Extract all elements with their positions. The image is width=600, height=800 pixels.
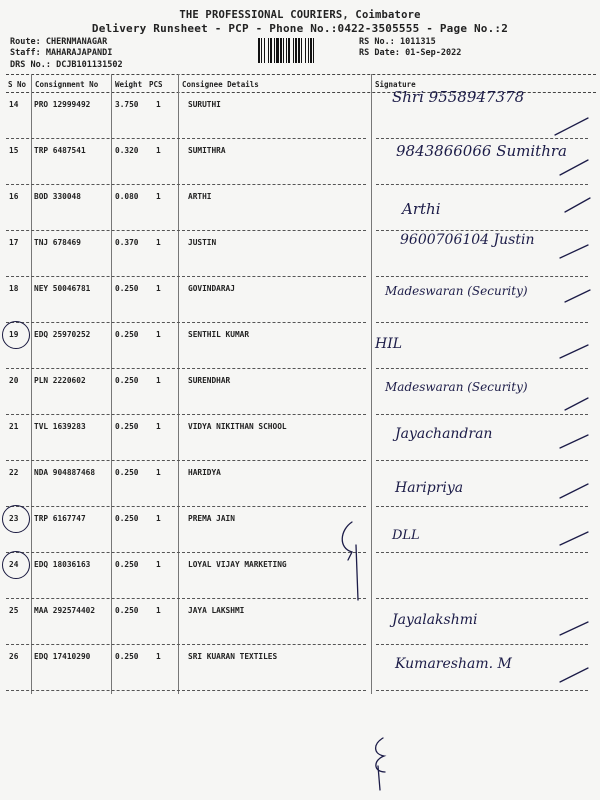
cell-weight: 3.750	[115, 100, 139, 109]
cell-consignee: SRI KUARAN TEXTILES	[188, 652, 278, 661]
ink-stroke	[376, 738, 385, 790]
signature-divider	[376, 506, 588, 507]
recipient-signature: Arthi	[402, 200, 441, 218]
cell-consignment: PRO 12999492	[34, 100, 91, 109]
barcode-bar	[268, 38, 269, 63]
cell-weight: 0.250	[115, 560, 139, 569]
barcode-bar	[264, 38, 265, 63]
signature-divider	[376, 276, 588, 277]
cell-consignment: NDA 904887468	[34, 468, 96, 477]
cell-pcs: 1	[156, 192, 161, 201]
cell-pcs: 1	[156, 652, 161, 661]
cell-sno: 21	[9, 422, 19, 431]
cell-weight: 0.250	[115, 652, 139, 661]
rs-date-label: RS Date:	[359, 48, 400, 58]
recipient-signature: Haripriya	[395, 480, 464, 496]
staff-value: MAHARAJAPANDI	[45, 48, 113, 58]
route-label: Route:	[10, 37, 41, 47]
cell-pcs: 1	[156, 330, 161, 339]
cell-pcs: 1	[156, 284, 161, 293]
rs-no-field	[359, 37, 436, 47]
cell-weight: 0.370	[115, 238, 139, 247]
cell-consignee: VIDYA NIKITHAN SCHOOL	[188, 422, 287, 431]
cell-consignee: JUSTIN	[188, 238, 217, 247]
barcode-bar	[293, 38, 294, 63]
cell-pcs: 1	[156, 100, 161, 109]
cell-sno: 20	[9, 376, 19, 385]
staff-label: Staff:	[10, 48, 41, 58]
table-row	[0, 468, 600, 514]
cell-consignment: EDQ 17410290	[34, 652, 91, 661]
drs-field	[10, 60, 123, 70]
signature-divider	[376, 644, 588, 645]
barcode-bar	[258, 38, 260, 63]
cell-weight: 0.250	[115, 330, 139, 339]
cell-sno: 22	[9, 468, 19, 477]
signature-divider	[376, 138, 588, 139]
row-divider	[6, 138, 366, 139]
circled-mark	[2, 551, 30, 579]
cell-consignee: JAYA LAKSHMI	[188, 606, 245, 615]
recipient-signature: Madeswaran (Security)	[385, 284, 528, 298]
col-header-signature: Signature	[375, 80, 416, 89]
row-divider	[6, 368, 366, 369]
cell-sno: 16	[9, 192, 19, 201]
row-divider	[6, 506, 366, 507]
rs-date-value: 01-Sep-2022	[405, 48, 462, 58]
recipient-signature: Kumaresham. M	[395, 656, 512, 672]
signature-divider	[376, 690, 588, 691]
cell-weight: 0.250	[115, 514, 139, 523]
route-field	[10, 37, 107, 47]
signature-divider	[376, 460, 588, 461]
barcode-bar	[310, 38, 312, 63]
cell-pcs: 1	[156, 146, 161, 155]
col-header-weight: Weight	[115, 80, 143, 89]
table-row	[0, 330, 600, 376]
recipient-signature: 9600706104 Justin	[400, 232, 535, 248]
cell-consignee: HARIDYA	[188, 468, 221, 477]
cell-weight: 0.250	[115, 422, 139, 431]
row-divider	[6, 460, 366, 461]
cell-weight: 0.320	[115, 146, 139, 155]
cell-pcs: 1	[156, 238, 161, 247]
cell-consignee: SURUTHI	[188, 100, 221, 109]
barcode	[258, 38, 353, 63]
cell-weight: 0.250	[115, 376, 139, 385]
cell-pcs: 1	[156, 376, 161, 385]
barcode-bar	[301, 38, 302, 63]
barcode-bar	[283, 38, 284, 63]
cell-sno: 19	[9, 330, 19, 339]
col-header-consignee: Consignee Details	[182, 80, 259, 89]
signature-divider	[376, 184, 588, 185]
cell-consignment: NEY 50046781	[34, 284, 91, 293]
table-row	[0, 652, 600, 698]
col-header-sno: S No	[8, 80, 27, 89]
rs-no-label: RS No.:	[359, 37, 395, 47]
cell-consignee: SUMITHRA	[188, 146, 226, 155]
rs-no-value: 1011315	[399, 37, 436, 47]
cell-pcs: 1	[156, 560, 161, 569]
signature-divider	[376, 322, 588, 323]
cell-consignment: TNJ 678469	[34, 238, 81, 247]
cell-consignment: MAA 292574402	[34, 606, 96, 615]
recipient-signature: DLL	[392, 528, 420, 543]
barcode-bar	[288, 38, 290, 63]
row-divider	[6, 322, 366, 323]
company-name: THE PROFESSIONAL COURIERS, Coimbatore	[179, 9, 421, 21]
recipient-signature: Shri 9558947378	[392, 88, 525, 106]
cell-sno: 14	[9, 100, 19, 109]
route-value: CHERNMANAGAR	[45, 37, 108, 47]
row-divider	[6, 414, 366, 415]
row-divider	[6, 644, 366, 645]
signature-divider	[376, 230, 588, 231]
barcode-bar	[295, 38, 297, 63]
recipient-signature: Jayachandran	[395, 426, 493, 442]
recipient-signature: Jayalakshmi	[392, 612, 478, 628]
row-divider	[6, 552, 366, 553]
cell-consignment: TRP 6167747	[34, 514, 86, 523]
cell-consignment: TRP 6487541	[34, 146, 86, 155]
cell-sno: 24	[9, 560, 19, 569]
header-top-rule	[6, 74, 596, 75]
cell-sno: 18	[9, 284, 19, 293]
recipient-signature: HIL	[375, 336, 403, 352]
row-divider	[6, 276, 366, 277]
cell-consignee: ARTHI	[188, 192, 212, 201]
cell-sno: 17	[9, 238, 19, 247]
col-header-pcs: PCS	[149, 80, 163, 89]
barcode-bar	[274, 38, 275, 63]
table-row	[0, 88, 600, 146]
cell-consignee: LOYAL VIJAY MARKETING	[188, 560, 287, 569]
row-divider	[6, 690, 366, 691]
barcode-bar	[270, 38, 272, 63]
table-row	[0, 142, 600, 192]
barcode-bar	[313, 38, 314, 63]
barcode-bar	[280, 38, 282, 63]
table-row	[0, 376, 600, 422]
barcode-bar	[305, 38, 306, 63]
cell-sno: 15	[9, 146, 19, 155]
cell-pcs: 1	[156, 468, 161, 477]
runsheet-subtitle: Delivery Runsheet - PCP - Phone No.:0422-3505555 - Page No.:2	[91, 22, 509, 35]
signature-divider	[376, 598, 588, 599]
drs-label: DRS No.:	[10, 60, 51, 70]
cell-consignment: EDQ 25970252	[34, 330, 91, 339]
rs-date-field	[359, 48, 461, 58]
cell-pcs: 1	[156, 606, 161, 615]
cell-consignee: SENTHIL KUMAR	[188, 330, 250, 339]
row-divider	[6, 184, 366, 185]
cell-weight: 0.250	[115, 606, 139, 615]
barcode-bar	[298, 38, 300, 63]
table-row	[0, 560, 600, 606]
col-header-consignment: Consignment No	[35, 80, 99, 89]
staff-field	[10, 48, 112, 58]
barcode-bar	[308, 38, 309, 63]
cell-consignee: PREMA JAIN	[188, 514, 235, 523]
signature-divider	[376, 414, 588, 415]
drs-value: DCJB101131502	[56, 60, 123, 70]
recipient-signature: 9843866066 Sumithra	[396, 142, 567, 160]
cell-pcs: 1	[156, 422, 161, 431]
circled-mark	[2, 321, 30, 349]
circled-mark	[2, 505, 30, 533]
cell-consignee: SURENDHAR	[188, 376, 231, 385]
cell-weight: 0.080	[115, 192, 139, 201]
cell-weight: 0.250	[115, 284, 139, 293]
barcode-bar	[261, 38, 262, 63]
barcode-bar	[276, 38, 279, 63]
recipient-signature: Madeswaran (Security)	[385, 380, 528, 394]
table-row	[0, 606, 600, 652]
cell-consignment: PLN 2220602	[34, 376, 86, 385]
cell-pcs: 1	[156, 514, 161, 523]
signature-divider	[376, 368, 588, 369]
row-divider	[6, 598, 366, 599]
cell-consignee: GOVINDARAJ	[188, 284, 235, 293]
table-row	[0, 422, 600, 468]
signature-divider	[376, 552, 588, 553]
cell-consignment: TVL 1639283	[34, 422, 86, 431]
table-row	[0, 514, 600, 560]
table-row	[0, 232, 600, 284]
cell-consignment: BOD 330048	[34, 192, 81, 201]
barcode-bar	[286, 38, 287, 63]
cell-sno: 23	[9, 514, 19, 523]
table-row	[0, 284, 600, 330]
cell-consignment: EDQ 18036163	[34, 560, 91, 569]
cell-sno: 26	[9, 652, 19, 661]
cell-sno: 25	[9, 606, 19, 615]
row-divider	[6, 230, 366, 231]
cell-weight: 0.250	[115, 468, 139, 477]
